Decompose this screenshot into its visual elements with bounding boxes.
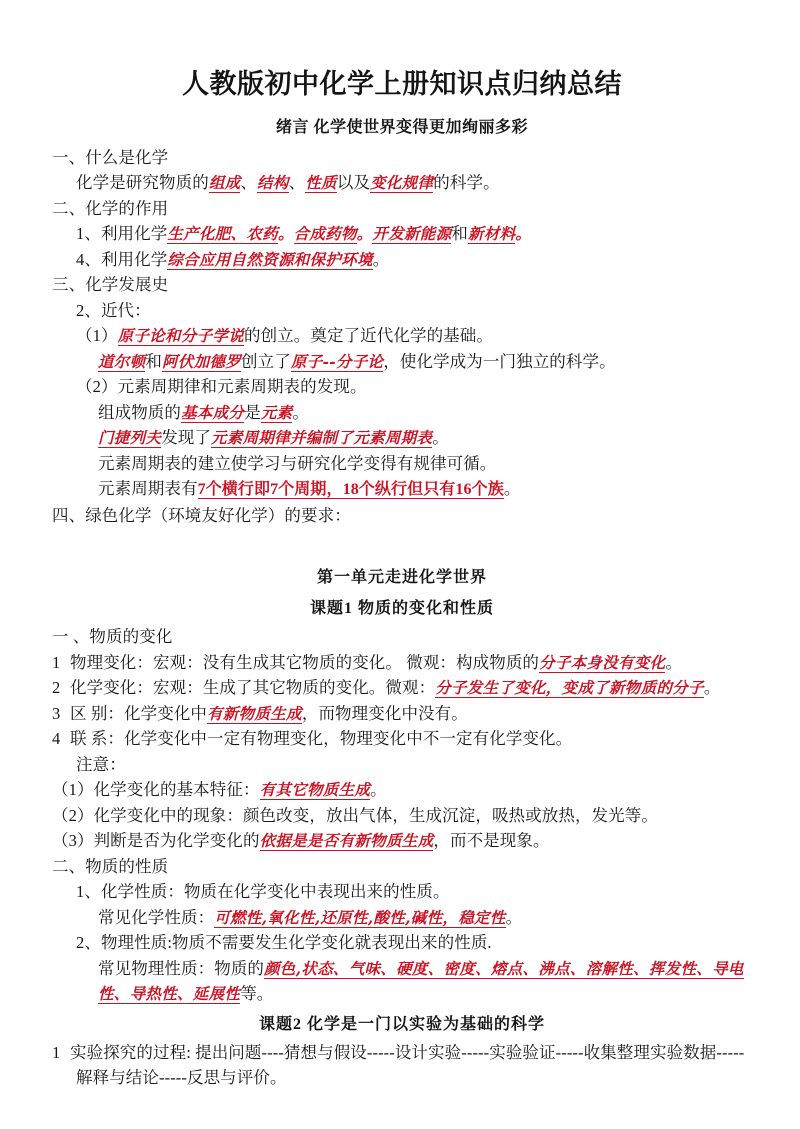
highlight-basic-component: 基本成分 — [181, 402, 245, 422]
separator-2: 、 — [288, 173, 306, 193]
highlight-resources-environment: 综合应用自然资源和保护环境 — [167, 249, 373, 269]
note-label — [52, 752, 752, 778]
item-text: 化学变化中的现象：颜色改变，放出气体，生成沉淀，吸热或放热，发光等。 — [93, 805, 658, 825]
highlight-element: 元素 — [260, 402, 293, 422]
highlight-periodic-law-table: 元素周期律并编制了元素周期表 — [211, 428, 433, 448]
highlight-composition: 组成 — [208, 173, 241, 193]
section-heading-matter-property — [52, 854, 752, 880]
section-heading-text: 一、什么是化学 — [52, 147, 169, 167]
section-heading-text: 四、绿色化学（环境友好化学）的要求： — [52, 505, 351, 525]
role-item-1 — [52, 221, 752, 247]
property-item-2-detail — [52, 956, 752, 1007]
history-item-1 — [52, 323, 752, 349]
note-item-2 — [52, 803, 752, 829]
highlight-avogadro: 阿伏加德罗 — [162, 351, 242, 371]
detail-prefix: 常见物理性质：物质的 — [98, 958, 264, 978]
section-heading-green-chemistry — [52, 503, 752, 529]
item-suffix: 。 — [372, 249, 390, 269]
section-heading-what-is-chemistry — [52, 145, 752, 171]
row-number: 1 — [52, 1042, 61, 1062]
line-text: 元素周期表的建立使学习与研究化学变得有规律可循。 — [98, 453, 497, 473]
lesson2-heading: 课题2 化学是一门以实验为基础的科学 — [258, 1015, 545, 1033]
highlight-fertilizer-pesticide: 生产化肥、农药 — [167, 224, 278, 244]
highlight-structure: 结构 — [257, 173, 289, 193]
row-suffix: 。 — [665, 652, 683, 672]
highlight-new-energy: 开发新能源 — [372, 224, 452, 244]
note-item-1 — [52, 777, 752, 803]
punct-2: 。 — [356, 224, 373, 244]
chemistry-definition-line — [52, 170, 752, 196]
item-text: 元素周期律和元素周期表的发现。 — [117, 377, 367, 397]
highlight-physical-properties-list: 颜色,状态、气味、硬度、密度、熔点、沸点、溶解性、挥发性、导电性、导热性、延展性 — [98, 958, 744, 1004]
item-number: 1、 — [76, 882, 101, 902]
matter-change-row-4 — [52, 726, 752, 752]
item-number: 2、 — [76, 933, 101, 953]
matter-change-row-1 — [52, 650, 752, 676]
unit1-heading: 第一单元走进化学世界 — [316, 569, 487, 587]
row-text: 解释与结论-----反思与评价。 — [76, 1068, 287, 1088]
section-heading-history — [52, 272, 752, 298]
matter-change-row-2 — [52, 675, 752, 701]
highlight-dalton: 道尔顿 — [98, 351, 146, 371]
item-suffix: 。 — [370, 780, 387, 800]
section-heading-text: 二、物质的性质 — [52, 856, 169, 876]
row-suffix: ，而物理变化中没有。 — [301, 703, 468, 723]
highlight-property: 性质 — [305, 173, 337, 193]
history-item-2-line2 — [52, 425, 752, 451]
line-prefix: 组成物质的 — [98, 402, 181, 422]
section-heading-text: 二、化学的作用 — [52, 198, 169, 218]
row-number: 2 — [52, 678, 61, 698]
punct-1: 。 — [277, 224, 294, 244]
row-number: 4 — [52, 729, 61, 749]
detail-suffix: 等。 — [240, 984, 274, 1004]
detail-suffix: 。 — [505, 907, 523, 927]
item-number: 4、 — [76, 249, 101, 269]
item-prefix: 化学变化的基本特征： — [93, 780, 260, 800]
spacer-before-unit1 — [52, 528, 752, 558]
note-label-text: 注意： — [76, 754, 126, 774]
row-number: 1 — [52, 652, 61, 672]
item-suffix: ，而不是现象。 — [433, 831, 550, 851]
history-item-1-detail — [52, 349, 752, 375]
row-prefix: 化学变化：宏观：生成了其它物质的变化。微观： — [70, 678, 436, 698]
row-label: 联 系： — [70, 729, 125, 749]
history-modern-text: 2、近代： — [76, 300, 151, 320]
item-label: （1） — [76, 326, 118, 346]
history-item-2-line3 — [52, 451, 752, 477]
row-prefix: 化学变化中 — [124, 703, 208, 723]
highlight-molecule-changed: 分子发生了变化，变成了新物质的分子 — [435, 678, 704, 698]
item-label: （2） — [52, 805, 94, 825]
line-prefix: 元素周期表有 — [98, 479, 198, 499]
section-heading-text: 三、化学发展史 — [52, 275, 169, 295]
item-label: （1） — [52, 780, 94, 800]
definition-middle: 以及 — [336, 173, 371, 193]
highlight-basis-new-substance: 依据是是否有新物质生成 — [259, 831, 434, 851]
history-item-2 — [52, 374, 752, 400]
line-suffix: 。 — [292, 402, 310, 422]
role-item-4 — [52, 247, 752, 273]
definition-suffix: 的科学。 — [433, 173, 500, 193]
lesson1-heading: 课题1 物质的变化和性质 — [309, 600, 494, 618]
item-prefix: 判断是否为化学变化的 — [93, 831, 260, 851]
highlight-chemical-properties-list: 可燃性,氧化性,还原性,酸性,碱性，稳定性 — [214, 907, 506, 927]
conj-and-1: 和 — [145, 351, 163, 371]
row-prefix: 物理变化：宏观：没有生成其它物质的变化。 微观：构成物质的 — [70, 652, 540, 672]
item-prefix: 利用化学 — [100, 249, 168, 269]
item-label: （2） — [76, 377, 118, 397]
section-heading-chemistry-role — [52, 196, 752, 222]
document-body — [52, 68, 752, 1091]
separator-1: 、 — [240, 173, 258, 193]
preface-heading: 绪言 化学使世界变得更加绚丽多彩 — [275, 118, 528, 136]
line-middle: 是 — [244, 402, 261, 422]
row-text: 实验探究的过程: 提出问题----猜想与假设-----设计实验-----实验验证-----收集整理实验数据----- — [70, 1042, 745, 1062]
item-suffix: 的创立。奠定了近代化学的基础。 — [243, 326, 493, 346]
item-label: （3） — [52, 831, 94, 851]
highlight-new-substance-formed: 有新物质生成 — [207, 703, 302, 723]
item-middle: 和 — [451, 224, 469, 244]
row-text: 化学变化中一定有物理变化，物理变化中不一定有化学变化。 — [124, 729, 573, 749]
experiment-process-line-1 — [52, 1040, 752, 1066]
verb-founded: 创立了 — [241, 351, 291, 371]
history-item-2-line1 — [52, 400, 752, 426]
experiment-process-line-2 — [52, 1065, 752, 1091]
highlight-periods-groups: 7个横行即7个周期，18个纵行但只有16个族 — [197, 481, 504, 499]
highlight-other-substance-formed: 有其它物质生成 — [259, 780, 371, 800]
item-text: 物理性质:物质不需要发生化学变化就表现出来的性质. — [100, 933, 492, 953]
matter-change-row-3 — [52, 701, 752, 727]
definition-prefix: 化学是研究物质的 — [76, 173, 209, 193]
item-text: 化学性质：物质在化学变化中表现出来的性质。 — [100, 882, 450, 902]
line-suffix: 。 — [432, 428, 449, 448]
highlight-atomic-molecular-theory: 原子论和分子学说 — [117, 326, 244, 346]
highlight-change-law: 变化规律 — [370, 173, 434, 193]
row-label: 区 别： — [70, 703, 125, 723]
item-number: 1、 — [76, 224, 101, 244]
history-item-2-line4 — [52, 476, 752, 503]
highlight-synthetic-medicine: 合成药物 — [293, 224, 357, 244]
highlight-new-materials: 新材料 — [468, 224, 516, 244]
history-modern-label — [52, 298, 752, 324]
note-item-3 — [52, 828, 752, 854]
punct-3: 。 — [515, 224, 532, 244]
highlight-atom-molecule-theory: 原子--分子论 — [290, 351, 384, 371]
page-title: 人教版初中化学上册知识点归纳总结 — [182, 69, 622, 99]
section-heading-text: 一 、物质的变化 — [52, 627, 173, 647]
line-suffix: 。 — [503, 479, 521, 499]
property-item-1 — [52, 879, 752, 905]
detail-suffix: ，使化学成为一门独立的科学。 — [383, 351, 616, 371]
highlight-molecule-unchanged: 分子本身没有变化 — [539, 652, 666, 672]
item-prefix: 利用化学 — [100, 224, 168, 244]
section-heading-matter-change — [52, 624, 752, 650]
row-suffix: 。 — [703, 678, 721, 698]
detail-prefix: 常见化学性质： — [98, 907, 215, 927]
row-number: 3 — [52, 703, 61, 723]
verb-discovered: 发现了 — [161, 428, 212, 448]
property-item-2 — [52, 930, 752, 956]
highlight-mendeleev: 门捷列夫 — [98, 428, 162, 448]
property-item-1-detail — [52, 905, 752, 931]
